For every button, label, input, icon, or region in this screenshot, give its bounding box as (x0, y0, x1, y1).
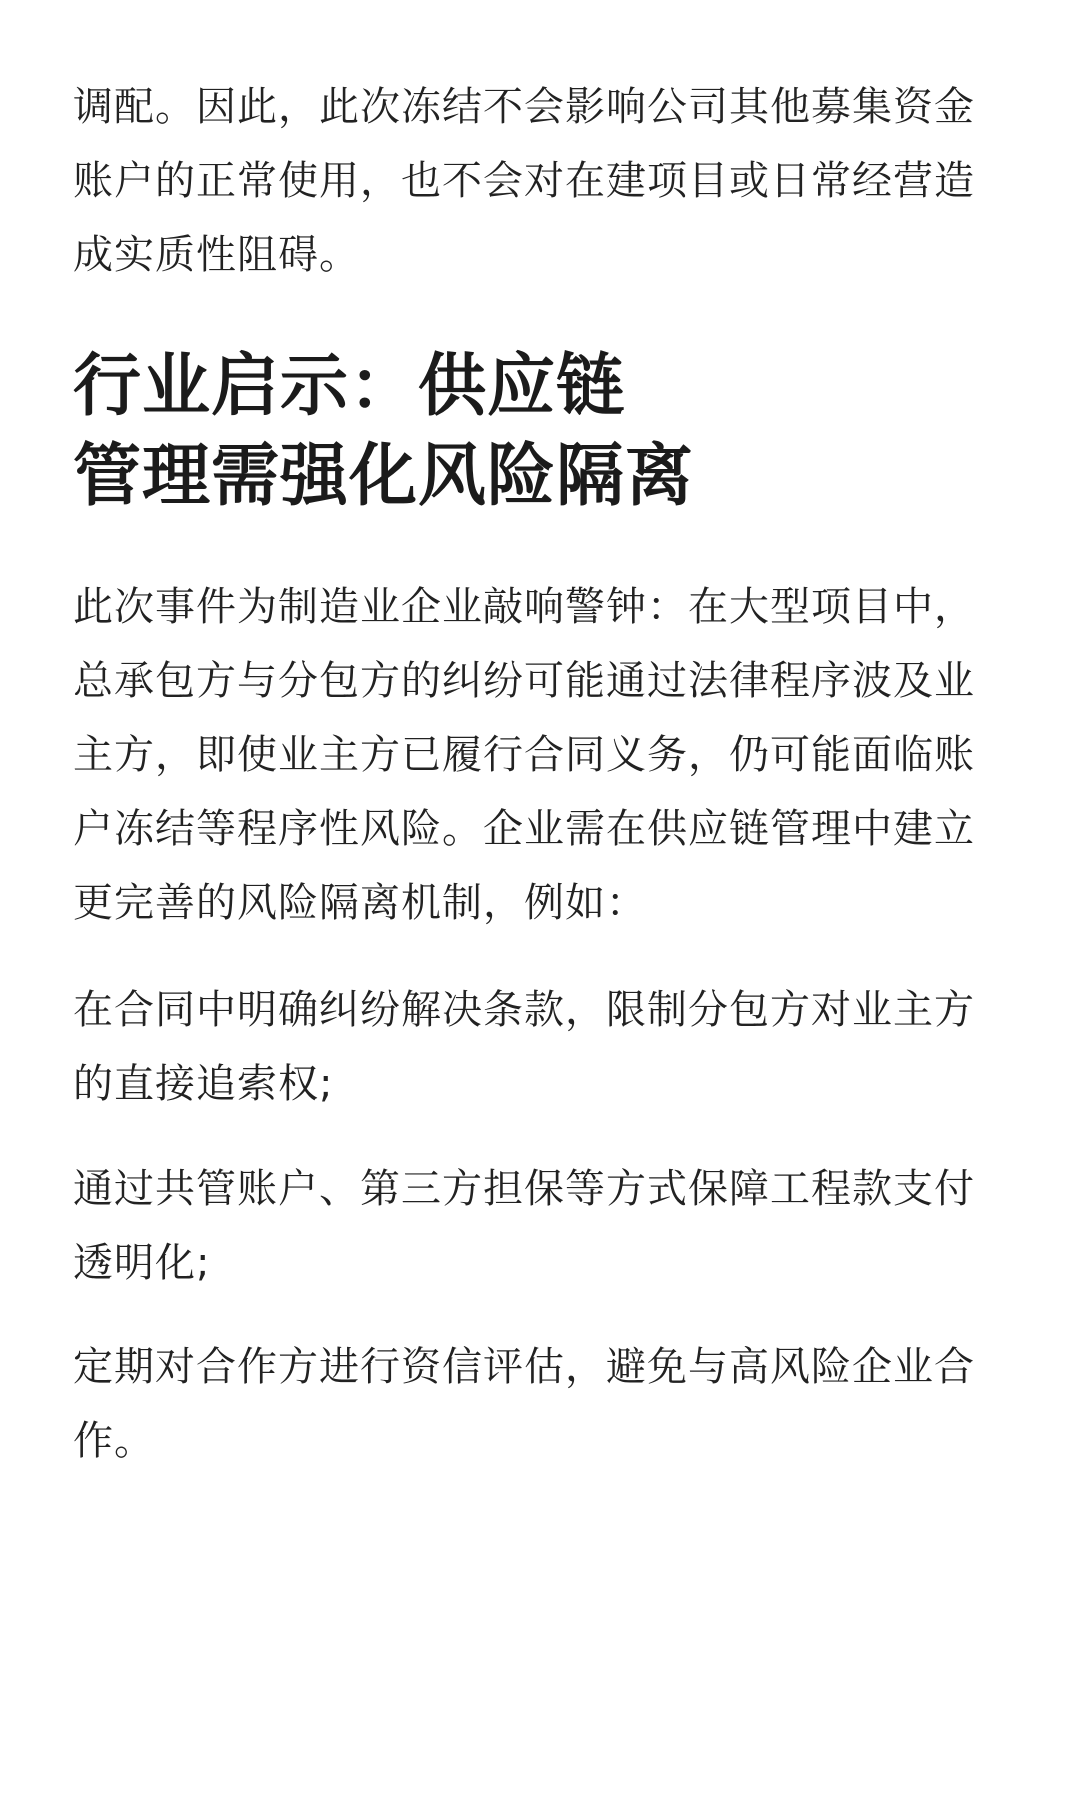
measure-item-escrow: 通过共管账户、第三方担保等方式保障工程款支付透明化; (73, 1166, 975, 1286)
section-heading (73, 342, 1013, 522)
measure-item-contract: 在合同中明确纠纷解决条款，限制分包方对业主方的直接追索权; (73, 987, 975, 1107)
event-paragraph: 此次事件为制造业企业敲响警钟：在大型项目中，总承包方与分包方的纠纷可能通过法律程序波及业主方，即使业主方已履行合同义务，仍可能面临账户冻结等程序性风险。企业需在供应链管理中建立更完善的风险隔离机制，例如： (73, 584, 975, 926)
section-heading-line-2: 管理需强化风险隔离 (73, 437, 695, 516)
measure-item-credit-assessment: 定期对合作方进行资信评估，避免与高风险企业合作。 (73, 1344, 975, 1464)
section-heading-line-1: 行业启示：供应链 (73, 347, 626, 426)
intro-paragraph-tail: 调配。因此，此次冻结不会影响公司其他募集资金账户的正常使用，也不会对在建项目或日常经营造成实质性阻碍。 (73, 84, 975, 278)
